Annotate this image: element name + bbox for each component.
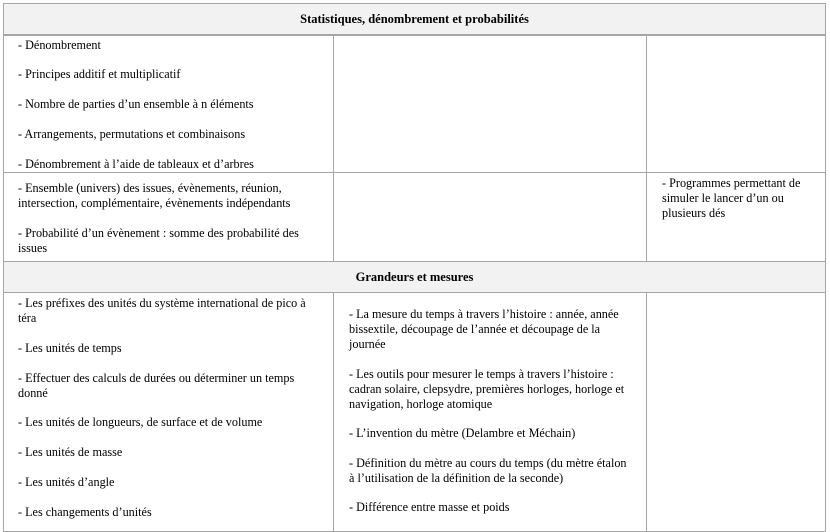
item-line: - Ensemble (univers) des issues, évènements, réunion, — [18, 181, 282, 195]
section-header — [3, 261, 826, 293]
section-header — [3, 3, 826, 35]
list-item — [18, 181, 290, 211]
item-line: - Les unités d’angle — [18, 475, 115, 489]
table-cell — [3, 292, 334, 532]
item-line: - Dénombrement à l’aide de tableaux et d’arbres — [18, 157, 254, 171]
item-line: - Les unités de temps — [18, 341, 122, 355]
list-item — [18, 67, 180, 82]
item-line: - Les unités de longueurs, de surface et de volume — [18, 415, 263, 429]
item-line: plusieurs dés — [662, 206, 726, 220]
list-item — [18, 296, 306, 326]
list-item — [349, 456, 627, 486]
list-item — [18, 127, 245, 142]
item-line: - Programmes permettant de — [662, 176, 801, 190]
list-item — [18, 226, 299, 256]
list-item — [349, 426, 575, 441]
item-line: navigation, horloge atomique — [349, 397, 493, 411]
list-item — [18, 415, 262, 430]
item-line: - Arrangements, permutations et combinaisons — [18, 127, 246, 141]
list-item — [18, 341, 122, 356]
list-item — [349, 307, 619, 352]
list-item — [18, 157, 254, 172]
item-line: - Dénombrement — [18, 38, 101, 52]
item-line: - Probabilité d’un évènement : somme des probabilité des — [18, 226, 299, 240]
item-line: téra — [18, 311, 37, 325]
list-item — [18, 38, 101, 53]
item-line: - Les changements d’unités — [18, 505, 152, 519]
item-line: - Effectuer des calculs de durées ou déterminer un temps — [18, 371, 295, 385]
item-line: - Définition du mètre au cours du temps (du mètre étalon — [349, 456, 627, 470]
list-item — [18, 97, 254, 112]
list-item — [662, 176, 800, 221]
item-line: donné — [18, 386, 48, 400]
item-line: issues — [18, 241, 48, 255]
list-item — [349, 367, 624, 412]
table-cell — [333, 292, 647, 532]
table-cell — [333, 35, 647, 173]
table-cell — [333, 172, 647, 262]
table-cell — [646, 35, 826, 173]
table-cell — [646, 292, 826, 532]
item-line: intersection, complémentaire, évènements indépendants — [18, 196, 291, 210]
list-item — [18, 445, 122, 460]
item-line: - Principes additif et multiplicatif — [18, 67, 181, 81]
list-item — [18, 475, 114, 490]
item-line: bissextile, découpage de l’année et découpage de la — [349, 322, 601, 336]
item-line: - Différence entre masse et poids — [349, 500, 510, 514]
section-title: Grandeurs et mesures — [355, 269, 474, 284]
section-title: Statistiques, dénombrement et probabilités — [300, 11, 529, 26]
list-item — [18, 371, 294, 401]
item-line: journée — [349, 337, 386, 351]
item-line: à l’utilisation de la définition de la seconde) — [349, 471, 564, 485]
item-line: - Les outils pour mesurer le temps à travers l’histoire : — [349, 367, 614, 381]
table-cell — [3, 172, 334, 262]
table-cell — [646, 172, 826, 262]
item-line: - La mesure du temps à travers l’histoire : année, année — [349, 307, 619, 321]
item-line: - L’invention du mètre (Delambre et Méchain) — [349, 426, 576, 440]
item-line: - Nombre de parties d’un ensemble à n éléments — [18, 97, 254, 111]
list-item — [18, 505, 152, 520]
item-line: - Les préfixes des unités du système international de pico à — [18, 296, 306, 310]
item-line: cadran solaire, clepsydre, premières horloges, horloge et — [349, 382, 625, 396]
table-cell — [3, 35, 334, 173]
list-item — [349, 500, 510, 515]
item-line: - Les unités de masse — [18, 445, 123, 459]
item-line: simuler le lancer d’un ou — [662, 191, 784, 205]
